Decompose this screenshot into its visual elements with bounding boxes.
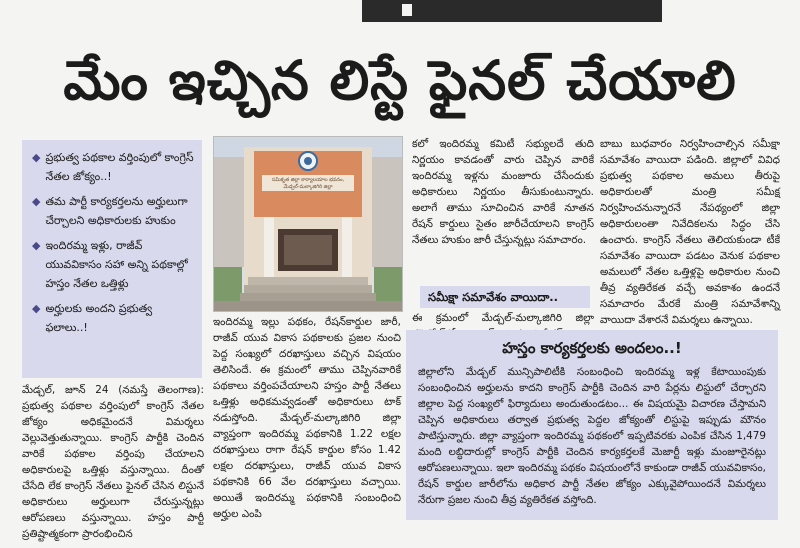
- headline: మేం ఇచ్చిన లిస్టే ఫైనల్ చేయాలి: [63, 49, 737, 112]
- highlight-item: [32, 148, 194, 186]
- footer-scrap: [605, 537, 775, 548]
- highlights-box: [22, 140, 202, 378]
- column-4-text: బాబు బుధవారం నిర్వహించాల్సిన సమీక్షా సమావేశం వాయిదా పడింది. జిల్లాలో వివిధ ప్రభుత్వ పథకాల అమలు తీరుపై అధికారులతో మంత్రి సమీక్ష నిర్వహించనున్నారనే నేపథ్యంలో జిల్లా అధికారులంతా నివేదికలను సిద్ధం చేసి ఉంచారు. కాంగ్రెస్ నేతలు తెలియకుండా టీకే సమావేశం వాయిదా పడటం వెనుక పథకాల అమలులో నేతల ఒత్తిళ్లపై అధికారుల నుంచి తీవ్ర వ్యతిరేకత వచ్చే అవకాశం ఉందనే సమాచారం మేరకే మంత్రి సమావేశాన్ని వాయిదా వేశారనే విమర్శలు ఉన్నాయి.: [600, 138, 780, 326]
- building-illustration: [214, 137, 402, 311]
- bullet-icon: ◆: [32, 239, 41, 252]
- highlight-text: ఇందిరమ్మ ఇళ్లు, రాజీవ్ యువవికాసం సహా అన్ని పథకాల్లో హస్తం నేతల ఒత్తిళ్లు: [45, 239, 188, 290]
- column-1-text: మేడ్చల్, జూన్ 24 (నమస్తే తెలంగాణ): ప్రభుత్వ పథకాల వర్తింపులో కాంగ్రెస్ నేతల జోక్యం అధికమైందనే విమర్శలు వెల్లువెత్తుతున్నాయి. కాంగ్రెస్ పార్టీకి చెందిన వారికే పథకాల వర్తింపు చేయాలని అధికారులపై ఒత్తిళ్లు వస్తున్నాయి. దీంతో చేసేది లేక కాంగ్రెస్ నేతలు ఫైనల్ చేసిన లిస్టునే అధికారులు అర్హులుగా చేరుస్తున్నట్లు ఆరోపణలు వస్తున్నాయి. హస్తం పార్టీ ప్రతిష్టాత్మకంగా ప్రారంభించిన: [22, 384, 204, 540]
- building-sign-text: సమీకృత జిల్లా కార్యాలయాల భవనం, మేడ్చల్-మల్కాజిగిరి జిల్లా: [271, 177, 345, 190]
- bullet-icon: ◆: [32, 195, 41, 208]
- column-3b-text: ఈ క్రమంలో మేడ్చల్-మల్కాజిగిరి జిల్లా: [412, 312, 594, 324]
- sidebar-story-text: జిల్లాలోని మేడ్చల్ మున్సిపాలిటీకి సంబంధించి ఇందిరమ్మ ఇళ్ల కేటాయింపుకు సంబంధించిన అర్హులను కాదని కాంగ్రెస్ పార్టీకి చెందిన వారి పేర్లను లిస్టులో చేర్చారని జిల్లాల పెద్ద సంఖ్యలో ఫిర్యాదులు అందుతుండటం... ఈ విషయమై విచారణ చేస్తామని చెప్పిన అధికారులు తర్వాత ప్రభుత్వ పెద్దల జోక్యంతో లిస్టుపై ఇప్పుడు మౌనం పాటిస్తున్నారు. జిల్లా వ్యాప్తంగా ఇందిరమ్మ పథకంలో ఇప్పటివరకు ఎంపిక చేసిన 1,479 మంది లబ్ధిదారుల్లో కాంగ్రెస్ పార్టీకి చెందిన కార్యకర్తలకే మెజార్టీ ఇళ్లు మంజూరైనట్లు ఆరోపణలున్నాయి. ఇలా ఇందిరమ్మ పథకం విషయంలోనే కాకుండా రాజీవ్ యువవికాసం, రేషన్ కార్డుల జారీలోను అధికార పార్టీ నేతల జోక్యం ఎక్కువైపోయిందనే విమర్శలు నేరుగా ప్రజల నుంచి తీవ్ర వ్యతిరేకత వస్తోంది.: [418, 366, 766, 506]
- highlight-text: అర్హులకు అందని ప్రభుత్వ ఫలాలు..!: [45, 302, 153, 334]
- article-column-1: [22, 382, 204, 540]
- column-2-text: ఇందిరమ్మ ఇల్లు పథకం, రేషన్‌కార్డుల జారీ, రాజీవ్ యువ వికాస పథకాలకు ప్రజల నుంచి పెద్ద సంఖ్యలో దరఖాస్తులు వచ్చిన విషయం తెలిసిందే. ఈ క్రమంలో తాము చెప్పినవారికే పథకాలు వర్తింపచేయాలని హస్తం పార్టీ నేతలు ఒత్తిళ్లు అధికమవ్వడంతో అధికారులు టాక్ నడుస్తోంది. మేడ్చల్-మల్కాజిగిరి జిల్లా వ్యాప్తంగా ఇందిరమ్మ పథకానికి 1.22 లక్షల దరఖాస్తులు రాగా రేషన్ కార్డుల కోసం 1.42 లక్షల దరఖాస్తులు, రాజీవ్ యువ వికాస పథకానికి 66 వేల దరఖాస్తులు వచ్చాయి. అయితే ఇందిరమ్మ పథకానికి సంబంధించి అర్హుల ఎంపి: [213, 316, 401, 520]
- article-column-3: [412, 136, 594, 286]
- article-column-3b: [412, 310, 594, 330]
- article-column-2: [213, 314, 401, 530]
- bullet-icon: ◆: [32, 151, 41, 164]
- column-3-text: కలో ఇందిరమ్మ కమిటీ సభ్యులదే తుది నిర్ణయం కావడంతో వారు చెప్పిన వారికే ఇందిరమ్మ ఇళ్లను మంజూరు చేసేందుకు అధికారులు నిర్ణయం తీసుకుంటున్నారు. అలాగే తాము సూచించిన వారికే నూతన రేషన్ కార్డులు సైతం జారీచేయాలని కాంగ్రెస్ నేతలు హుకుం జారీ చేస్తున్నట్లు సమాచారం.: [412, 138, 594, 246]
- highlight-item: [32, 192, 194, 230]
- masthead-strip: [362, 0, 662, 22]
- masthead-mark: [402, 4, 412, 16]
- highlight-text: ప్రభుత్వ పథకాల వర్తింపులో కాంగ్రెస్ నేతల జోక్యం..!: [45, 151, 194, 183]
- sidebar-story-box: [406, 330, 778, 520]
- article-column-4: [600, 136, 780, 326]
- bullet-icon: ◆: [32, 302, 41, 315]
- highlight-item: [32, 236, 194, 293]
- review-meeting-subhead: సమీక్షా సమావేశం వాయిదా..: [420, 286, 590, 308]
- highlight-item: [32, 299, 194, 337]
- highlight-text: తమ పార్టీ కార్యకర్తలను అర్హులుగా చేర్చాలని అధికారులకు హుకుం: [45, 195, 188, 227]
- collectorate-photo: [213, 136, 403, 312]
- sidebar-story-title: హస్తం కార్యకర్తలకు అందలం..!: [502, 339, 682, 357]
